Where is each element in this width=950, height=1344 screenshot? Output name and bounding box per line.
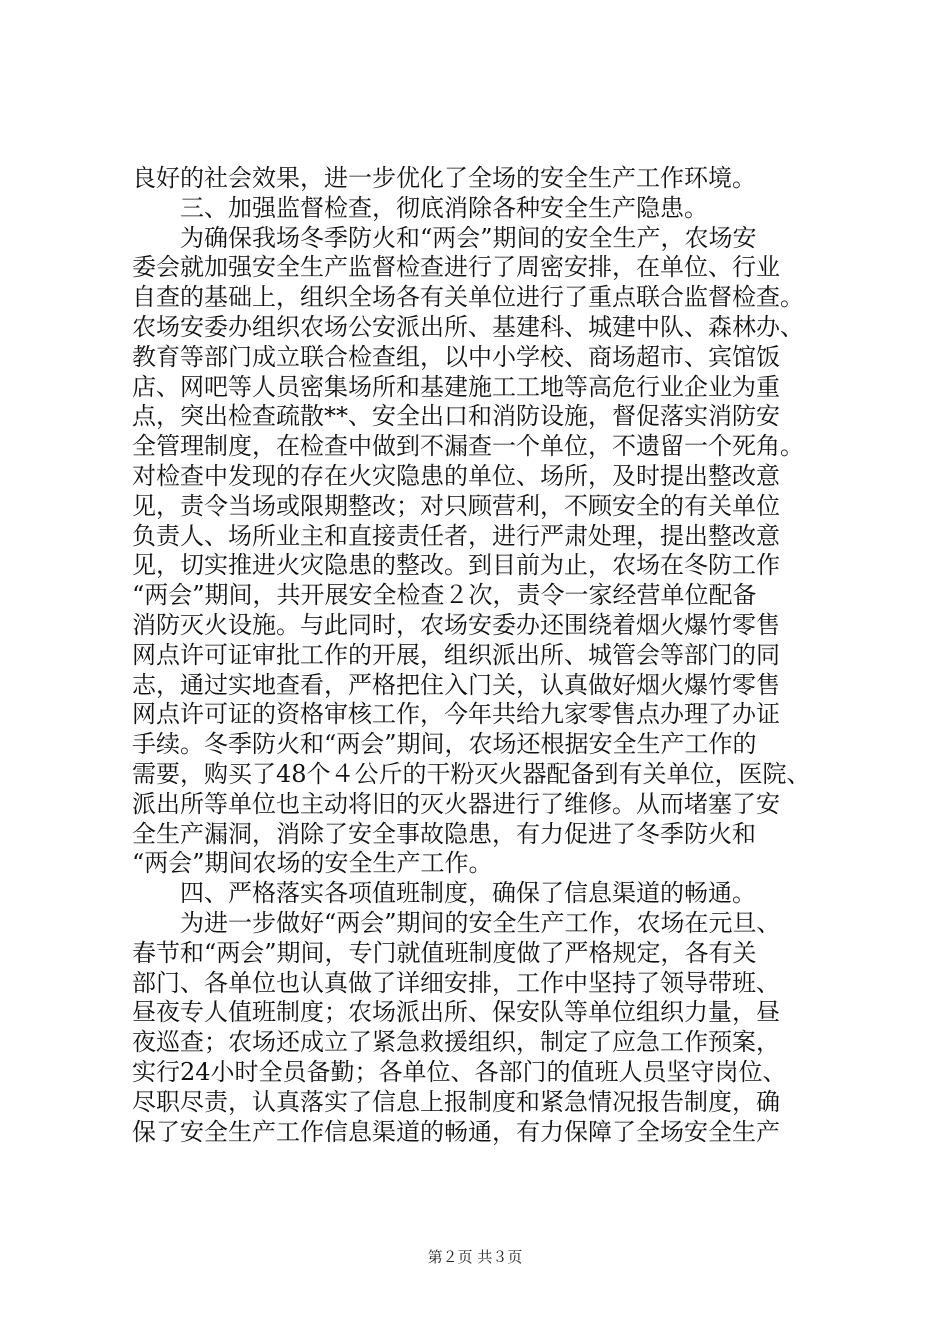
text-line: 实行24小时全员备勤；各单位、各部门的值班人员坚守岗位、	[132, 1057, 787, 1086]
text-line: 网点许可证的资格审核工作，今年共给九家零售点办理了办证	[132, 700, 780, 729]
text-line: 全生产漏洞，消除了安全事故隐患，有力促进了冬季防火和	[132, 819, 756, 848]
text-line: 尽职尽责，认真落实了信息上报制度和紧急情况报告制度，确	[132, 1087, 780, 1116]
text-line: 手续。冬季防火和“两会”期间，农场还根据安全生产工作的	[132, 730, 757, 759]
text-line: 全管理制度，在检查中做到不漏查一个单位，不遗留一个死角。	[132, 432, 804, 461]
document-body	[132, 164, 852, 1147]
text-line: 春节和“两会”期间，专门就值班制度做了严格规定，各有关	[132, 938, 757, 967]
text-line: 四、严格落实各项值班制度，确保了信息渠道的畅通。	[132, 879, 756, 908]
text-line: 网点许可证审批工作的开展，组织派出所、城管会等部门的同	[132, 640, 780, 669]
text-line: 志，通过实地查看，严格把住入门关，认真做好烟火爆竹零售	[132, 670, 780, 699]
text-line: 店、网吧等人员密集场所和基建施工工地等高危行业企业为重	[132, 372, 780, 401]
text-line: 为进一步做好“两会”期间的安全生产工作，农场在元旦、	[132, 908, 781, 937]
text-line: 点，突出检查疏散**、安全出口和消防设施，督促落实消防安	[132, 402, 780, 431]
text-line: 农场安委办组织农场公安派出所、基建科、城建中队、森林办、	[132, 312, 804, 341]
text-line: 派出所等单位也主动将旧的灭火器进行了维修。从而堵塞了安	[132, 789, 780, 818]
text-line: 对检查中发现的存在火灾隐患的单位、场所，及时提出整改意	[132, 461, 780, 490]
text-line: 部门、各单位也认真做了详细安排，工作中坚持了领导带班、	[132, 968, 780, 997]
text-line: 需要，购买了48个４公斤的干粉灭火器配备到有关单位，医院、	[132, 759, 811, 788]
page-footer: 第２页 共３页	[427, 1248, 523, 1266]
text-line: 自查的基础上，组织全场各有关单位进行了重点联合监督检查。	[132, 283, 804, 312]
text-line: 夜巡查；农场还成立了紧急救援组织，制定了应急工作预案，	[132, 1028, 780, 1057]
text-line: 消防灭火设施。与此同时，农场安委办还围绕着烟火爆竹零售	[132, 610, 780, 639]
text-line: 教育等部门成立联合检查组，以中小学校、商场超市、宾馆饭	[132, 342, 780, 371]
text-line: 良好的社会效果，进一步优化了全场的安全生产工作环境。	[132, 164, 756, 192]
text-line: “两会”期间，共开展安全检查２次，责令一家经营单位配备	[132, 581, 757, 610]
text-line: 保了安全生产工作信息渠道的畅通，有力保障了全场安全生产	[132, 1117, 780, 1146]
text-line: 三、加强监督检查，彻底消除各种安全生产隐患。	[132, 193, 708, 222]
text-line: 委会就加强安全生产监督检查进行了周密安排，在单位、行业	[132, 253, 780, 282]
text-line: 为确保我场冬季防火和“两会”期间的安全生产，农场安	[132, 223, 757, 252]
text-line: “两会”期间农场的安全生产工作。	[132, 849, 493, 878]
text-line: 见，切实推进火灾隐患的整改。到目前为止，农场在冬防工作	[132, 551, 780, 580]
text-line: 负责人、场所业主和直接责任者，进行严肃处理，提出整改意	[132, 521, 780, 550]
text-line: 见，责令当场或限期整改；对只顾营利，不顾安全的有关单位	[132, 491, 780, 520]
text-line: 昼夜专人值班制度；农场派出所、保安队等单位组织力量，昼	[132, 998, 780, 1027]
